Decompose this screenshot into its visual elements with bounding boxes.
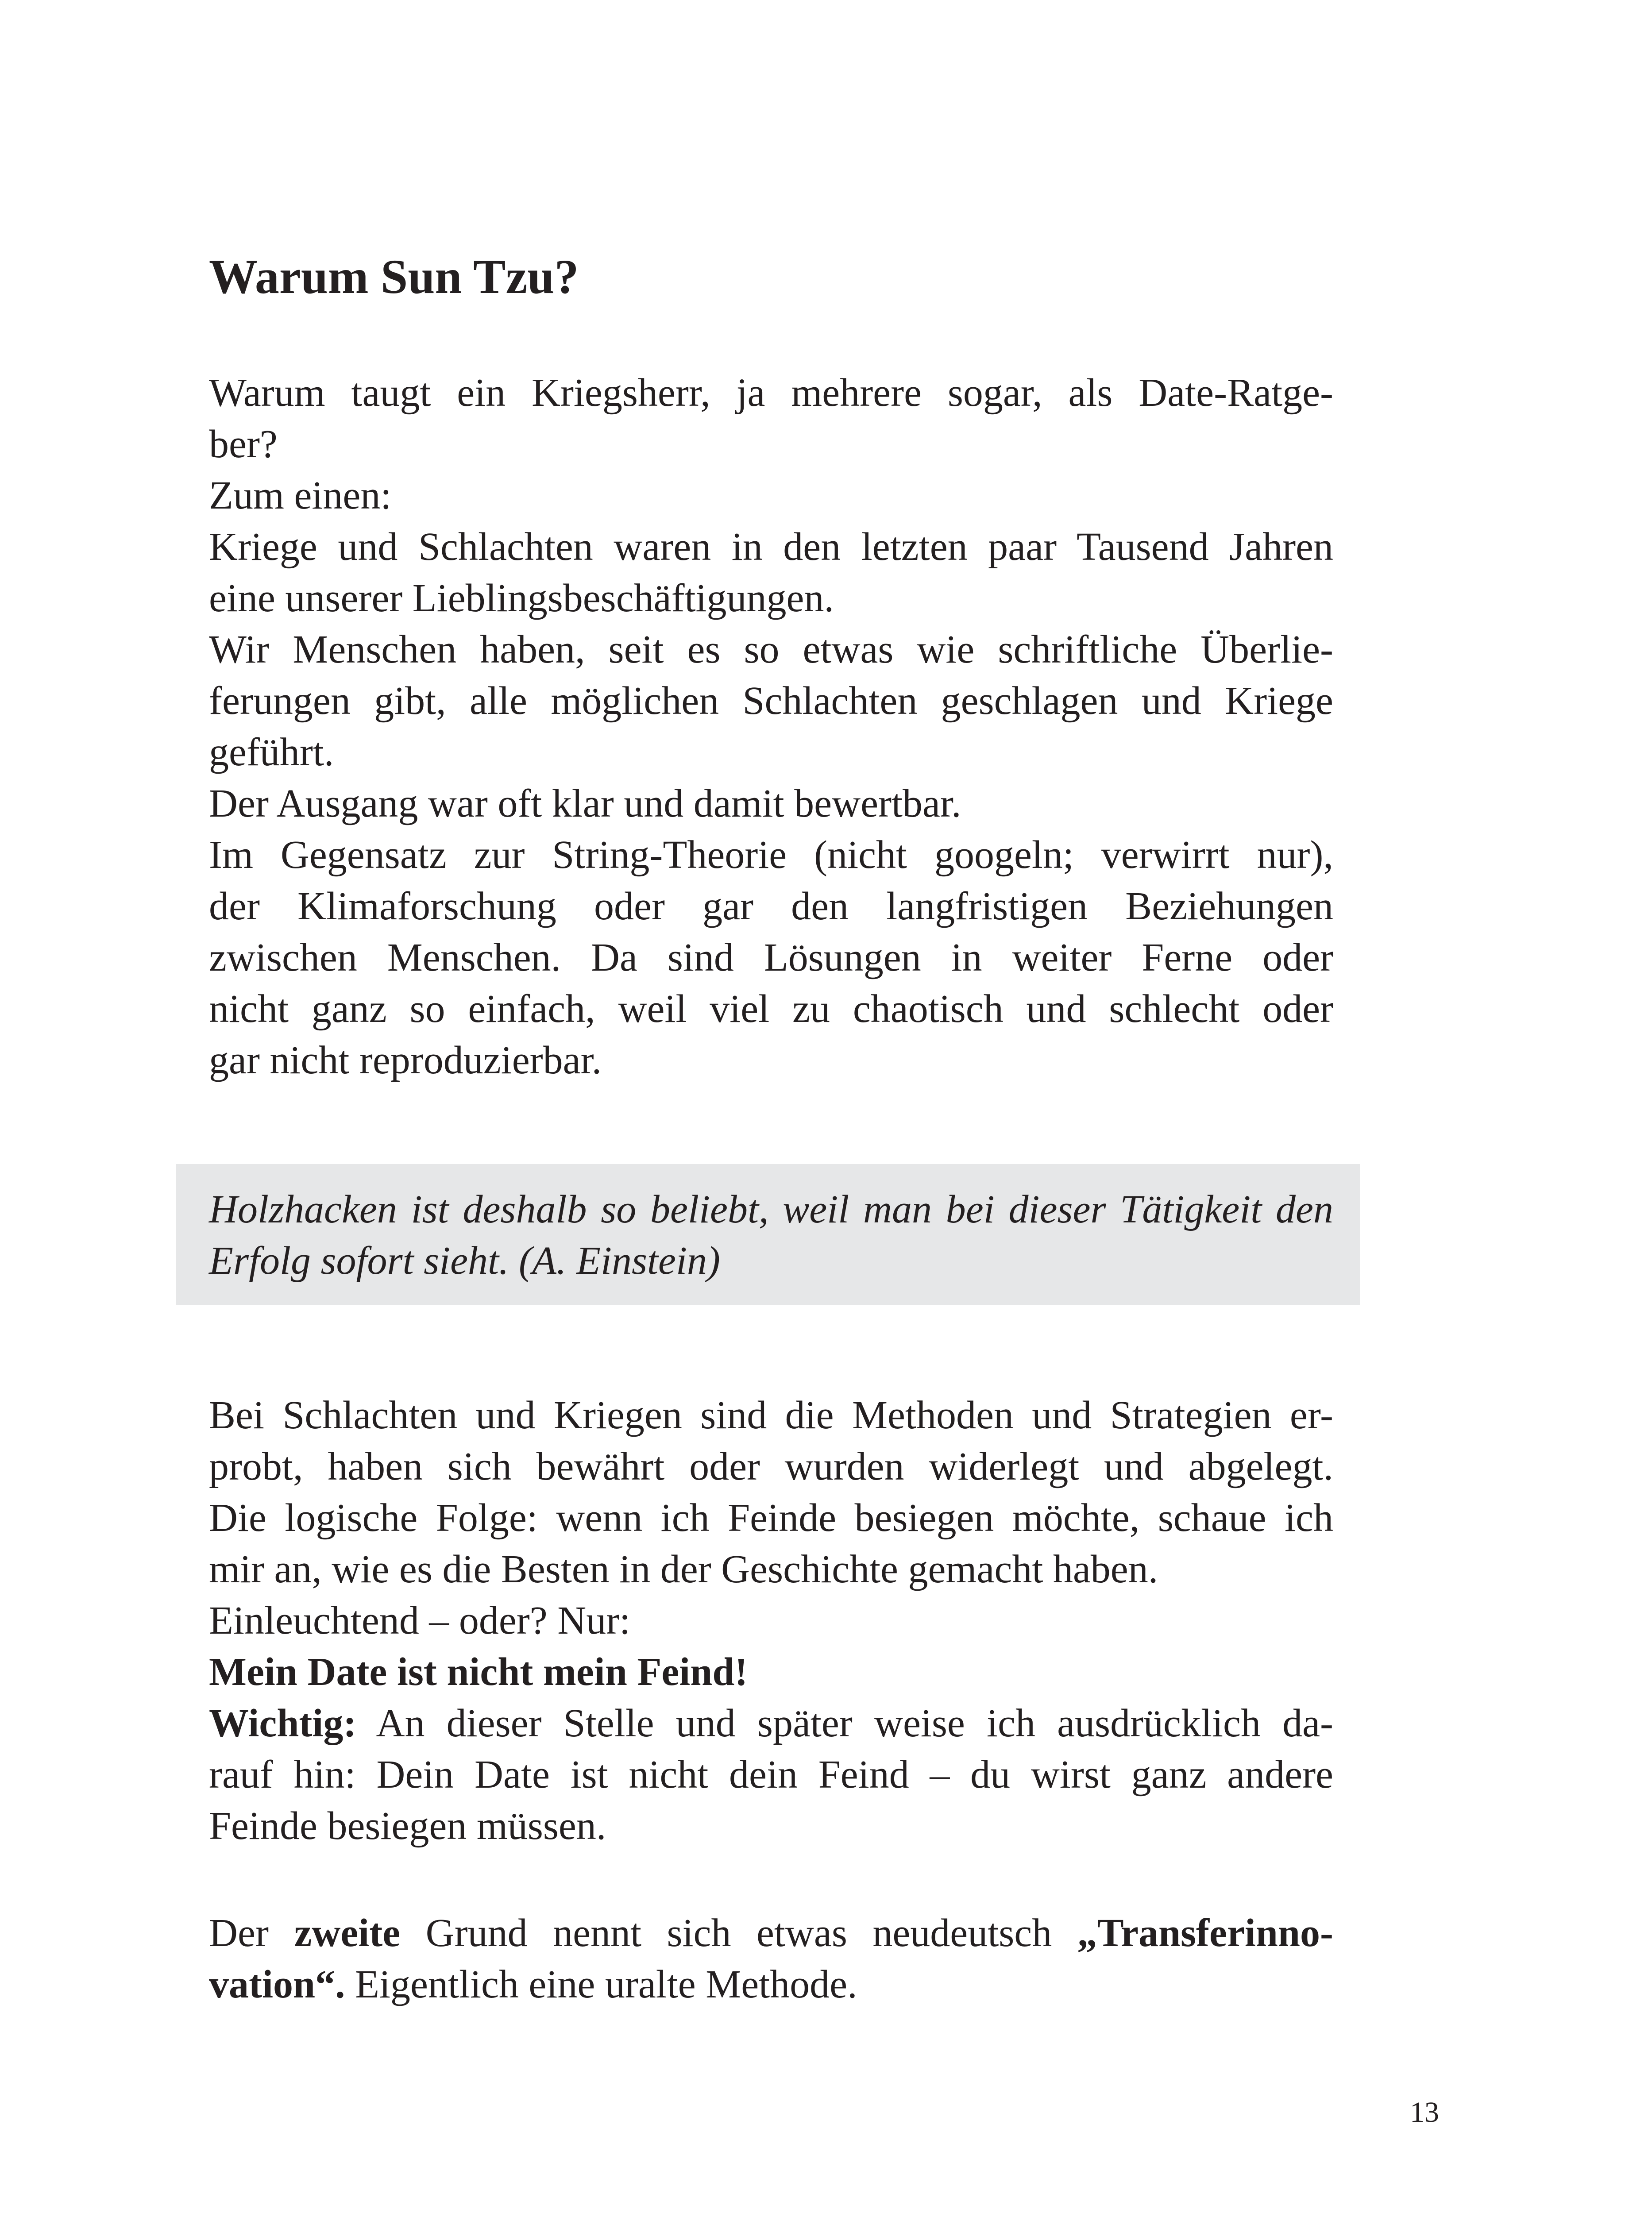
important-text: An dieser Stelle und später weise ich ausdrücklich da-: [356, 1701, 1333, 1745]
text-line: Zum einen:: [209, 474, 392, 517]
text-fragment: Der: [209, 1911, 294, 1955]
text-line: mir an, wie es die Besten in der Geschichte gemacht haben.: [209, 1547, 1158, 1591]
text-fragment: Eigentlich eine uralte Methode.: [345, 1962, 857, 2006]
text-line: der Klimaforschung oder gar den langfristigen Beziehungen: [209, 884, 1333, 928]
quote-text: [209, 1184, 1333, 1287]
text-line: zwischen Menschen. Da sind Lösungen in weiter Ferne oder: [209, 936, 1333, 979]
text-line: rauf hin: Dein Date ist nicht dein Feind – du wirst ganz andere: [209, 1753, 1333, 1797]
bold-fragment: vation“.: [209, 1962, 345, 2006]
important-label: Wichtig:: [209, 1701, 357, 1745]
text-line: Im Gegensatz zur String-Theorie (nicht googeln; verwirrt nur),: [209, 833, 1333, 877]
quote-line: Holzhacken ist deshalb so beliebt, weil man bei dieser Tätigkeit den: [209, 1187, 1333, 1231]
quote-line: Erfolg sofort sieht. (A. Einstein): [209, 1239, 720, 1283]
text-line: Bei Schlachten und Kriegen sind die Methoden und Strategien er-: [209, 1393, 1333, 1437]
text-line: ferungen gibt, alle möglichen Schlachten geschlagen und Kriege: [209, 679, 1333, 723]
text-line: Die logische Folge: wenn ich Feinde besiegen möchte, schaue ich: [209, 1496, 1333, 1540]
text-line: nicht ganz so einfach, weil viel zu chaotisch und schlecht oder: [209, 987, 1333, 1031]
text-line: Wir Menschen haben, seit es so etwas wie schriftliche Überlie-: [209, 628, 1333, 671]
emphasis-line: Mein Date ist nicht mein Feind!: [209, 1650, 748, 1694]
text-line: eine unserer Lieblingsbeschäftigungen.: [209, 576, 834, 620]
text-line: [209, 1959, 1333, 2010]
bold-fragment: „Transferinno-: [1077, 1911, 1333, 1955]
text-line: Der Ausgang war oft klar und damit bewertbar.: [209, 782, 961, 825]
text-line: Warum taugt ein Kriegsherr, ja mehrere sogar, als Date-Ratge-: [209, 371, 1333, 415]
text-fragment: Grund nennt sich etwas neudeutsch: [400, 1911, 1077, 1955]
text-line: geführt.: [209, 730, 334, 774]
text-line: [209, 1908, 1333, 1959]
paragraph-block-3: [209, 1908, 1333, 2010]
paragraph-block-2: [209, 1390, 1333, 1852]
text-line: ber?: [209, 422, 278, 466]
page-number: 13: [1410, 2096, 1439, 2128]
text-line: Feinde besiegen müssen.: [209, 1804, 606, 1848]
text-line: Einleuchtend – oder? Nur:: [209, 1599, 631, 1642]
important-note-line: [209, 1698, 1333, 1749]
page-heading: Warum Sun Tzu?: [209, 250, 579, 304]
bold-fragment: zweite: [294, 1911, 401, 1955]
text-line: Kriege und Schlachten waren in den letzten paar Tausend Jahren: [209, 525, 1333, 569]
text-line: probt, haben sich bewährt oder wurden widerlegt und abgelegt.: [209, 1445, 1333, 1488]
paragraph-block-1: [209, 367, 1333, 1086]
text-line: gar nicht reproduzierbar.: [209, 1038, 602, 1082]
